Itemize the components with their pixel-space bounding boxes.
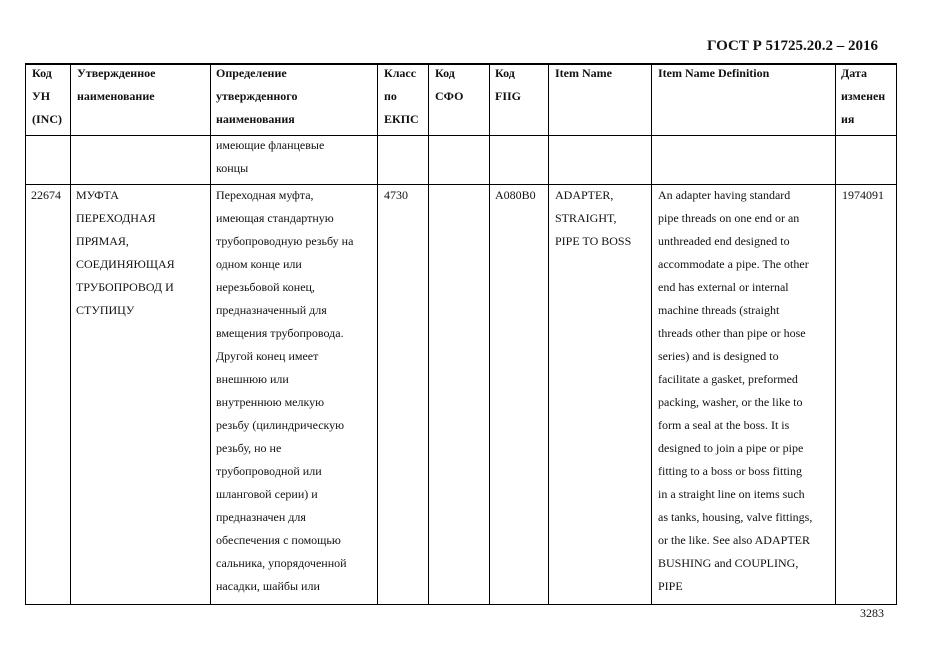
cell-line: or the like. See also ADAPTER bbox=[658, 533, 810, 547]
cell-line: насадки, шайбы или bbox=[216, 579, 320, 593]
cell-line: facilitate a gasket, preformed bbox=[658, 372, 798, 386]
cell-line: ия bbox=[841, 112, 855, 126]
cell-line: STRAIGHT, bbox=[555, 211, 617, 225]
cell-line: An adapter having standard bbox=[658, 188, 791, 202]
cell-line: (INC) bbox=[32, 112, 62, 126]
cell-line: утвержденного bbox=[216, 89, 298, 103]
entry-ekps-class bbox=[384, 184, 408, 207]
header-fiig bbox=[495, 62, 521, 108]
cell-line: Item Name bbox=[555, 66, 612, 80]
header-bottom-border bbox=[25, 135, 897, 136]
header-approved-name bbox=[77, 62, 155, 108]
cell-line: предназначен для bbox=[216, 510, 306, 524]
continuation-definition bbox=[216, 134, 324, 180]
cell-line: СОЕДИНЯЮЩАЯ bbox=[76, 257, 175, 271]
cell-line: Код bbox=[435, 66, 455, 80]
cell-line: УН bbox=[32, 89, 51, 103]
cell-line: fitting to a boss or boss fitting bbox=[658, 464, 802, 478]
col-border bbox=[835, 63, 836, 605]
cell-line: нерезьбовой конец, bbox=[216, 280, 315, 294]
cell-line: unthreaded end designed to bbox=[658, 234, 790, 248]
cell-line: изменен bbox=[841, 89, 886, 103]
cell-line: A080B0 bbox=[495, 188, 536, 202]
cell-line: Другой конец имеет bbox=[216, 349, 319, 363]
cell-line: designed to join a pipe or pipe bbox=[658, 441, 804, 455]
entry-fiig bbox=[495, 184, 536, 207]
cell-line: вмещения трубопровода. bbox=[216, 326, 344, 340]
cell-line: in a straight line on items such bbox=[658, 487, 805, 501]
col-border bbox=[377, 63, 378, 605]
header-item-name bbox=[555, 62, 612, 85]
cell-line: ПРЯМАЯ, bbox=[76, 234, 129, 248]
table-bottom-border bbox=[25, 604, 897, 605]
cell-line: 4730 bbox=[384, 188, 408, 202]
cell-line: СТУПИЦУ bbox=[76, 303, 135, 317]
header-ekps-class bbox=[384, 62, 419, 131]
cell-line: МУФТА bbox=[76, 188, 119, 202]
cell-line: одном конце или bbox=[216, 257, 302, 271]
cell-line: Определение bbox=[216, 66, 287, 80]
cell-line: Утвержденное bbox=[77, 66, 156, 80]
cell-line: FIIG bbox=[495, 89, 522, 103]
cell-line: Дата bbox=[841, 66, 867, 80]
cell-line: as tanks, housing, valve fittings, bbox=[658, 510, 813, 524]
entry-inc bbox=[31, 184, 61, 207]
page-number: 3283 bbox=[860, 606, 884, 620]
header-date bbox=[841, 62, 885, 131]
cell-line: трубопроводной или bbox=[216, 464, 322, 478]
cell-line: Класс bbox=[384, 66, 417, 80]
cell-line: имеющая стандартную bbox=[216, 211, 334, 225]
header-item-name-definition bbox=[658, 62, 769, 85]
cell-line: PIPE bbox=[658, 579, 683, 593]
cell-line: концы bbox=[216, 161, 249, 175]
cell-line: 22674 bbox=[31, 188, 61, 202]
cell-line: packing, washer, or the like to bbox=[658, 395, 803, 409]
cell-line: резьбу (цилиндрическую bbox=[216, 418, 345, 432]
entry-item-name-definition bbox=[658, 184, 812, 598]
cell-line: внешнюю или bbox=[216, 372, 289, 386]
col-border bbox=[548, 63, 549, 605]
cell-line: Переходная муфта, bbox=[216, 188, 314, 202]
header-definition bbox=[216, 62, 297, 131]
header-inc bbox=[32, 62, 62, 131]
cell-line: Item Name Definition bbox=[658, 66, 770, 80]
cell-line: обеспечения с помощью bbox=[216, 533, 341, 547]
cell-line: ПЕРЕХОДНАЯ bbox=[76, 211, 156, 225]
cell-line: шланговой серии) и bbox=[216, 487, 318, 501]
header-sfo bbox=[435, 62, 463, 108]
entry-date bbox=[842, 184, 884, 207]
entry-item-name bbox=[555, 184, 631, 253]
col-border bbox=[896, 63, 897, 605]
cell-line: трубопроводную резьбу на bbox=[216, 234, 354, 248]
col-border bbox=[70, 63, 71, 605]
cell-line: по bbox=[384, 89, 397, 103]
entry-definition bbox=[216, 184, 353, 598]
cell-line: внутреннюю мелкую bbox=[216, 395, 325, 409]
cell-line: PIPE TO BOSS bbox=[555, 234, 632, 248]
cell-line: form a seal at the boss. It is bbox=[658, 418, 790, 432]
cell-line: Код bbox=[495, 66, 515, 80]
cell-line: ADAPTER, bbox=[555, 188, 614, 202]
cell-line: accommodate a pipe. The other bbox=[658, 257, 809, 271]
cell-line: наименование bbox=[77, 89, 155, 103]
cell-line: BUSHING and COUPLING, bbox=[658, 556, 799, 570]
cell-line: имеющие фланцевые bbox=[216, 138, 325, 152]
cell-line: threads other than pipe or hose bbox=[658, 326, 806, 340]
cell-line: end has external or internal bbox=[658, 280, 789, 294]
col-border bbox=[25, 63, 26, 605]
cell-line: ТРУБОПРОВОД И bbox=[76, 280, 174, 294]
col-border bbox=[489, 63, 490, 605]
col-border bbox=[210, 63, 211, 605]
cell-line: 1974091 bbox=[842, 188, 884, 202]
cell-line: предназначенный для bbox=[216, 303, 327, 317]
col-border bbox=[651, 63, 652, 605]
cell-line: резьбу, но не bbox=[216, 441, 282, 455]
document-title: ГОСТ Р 51725.20.2 – 2016 bbox=[707, 38, 879, 54]
cell-line: сальника, упорядоченной bbox=[216, 556, 347, 570]
col-border bbox=[428, 63, 429, 605]
cell-line: СФО bbox=[435, 89, 464, 103]
entry-approved-name bbox=[76, 184, 175, 322]
cell-line: machine threads (straight bbox=[658, 303, 780, 317]
cell-line: ЕКПС bbox=[384, 112, 419, 126]
cell-line: Код bbox=[32, 66, 52, 80]
cell-line: series) and is designed to bbox=[658, 349, 779, 363]
cell-line: наименования bbox=[216, 112, 295, 126]
cell-line: pipe threads on one end or an bbox=[658, 211, 800, 225]
